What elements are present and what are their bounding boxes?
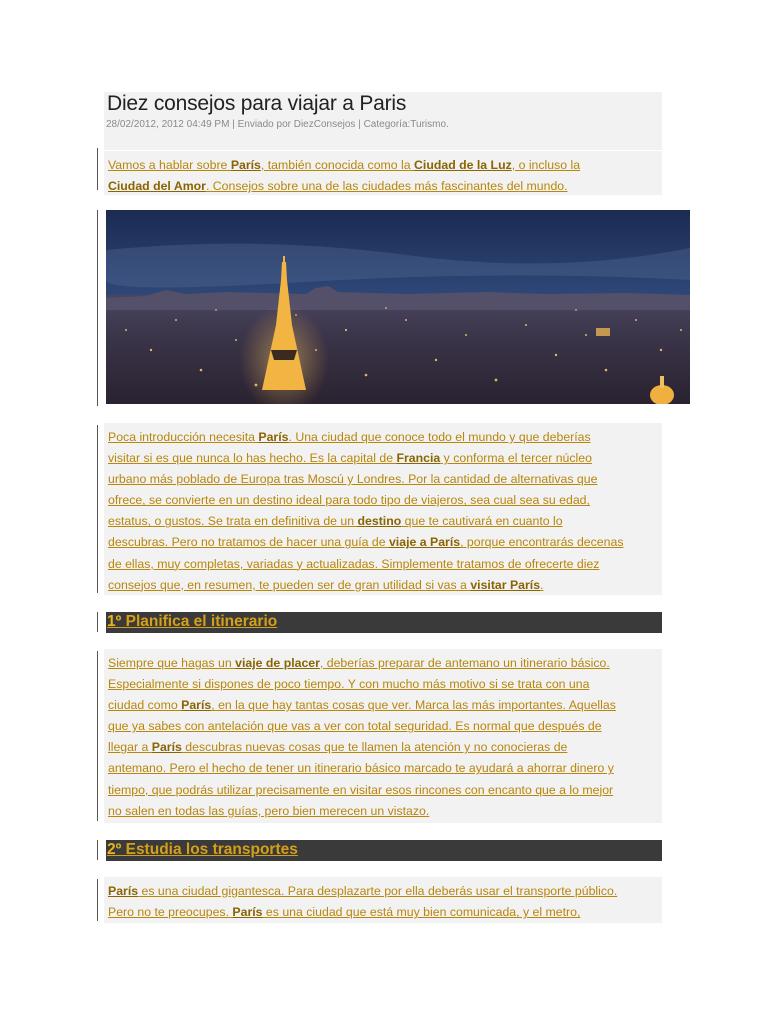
intro-paragraph[interactable]: Vamos a hablar sobre París, también conocida como la Ciudad de la Luz, o incluso la Ciudad del Amor. Consejos sobre una de las ciudades más fascinantes del mundo.	[104, 151, 662, 195]
quote-bar	[97, 879, 98, 921]
quote-bar	[97, 425, 98, 593]
image-bar	[97, 210, 98, 406]
page-title: Diez consejos para viajar a Paris	[107, 92, 407, 115]
body-paragraph-2[interactable]: Siempre que hagas un viaje de placer, deberías preparar de antemano un itinerario básico. Especialmente si dispones de poco tiempo. Y con mucho más motivo si se trata con una ciudad como París, en la que hay tantas cosas que ver. Marca las más importantes. Aquellas que ya sabes con antelación que vas a ver con total seguridad. Es normal que después de llegar a París descubras nuevas cosas que te llamen la atención y no conocieras de antemano. Pero el hecho de tener un itinerario básico marcado te ayudará a ahorrar dinero y tiempo, que podrás utilizar precisamente en visitar esos rincones con encanto que a lo mejor no salen en todas las guías, pero bien merecen un vistazo.	[104, 649, 662, 823]
quote-bar	[97, 148, 98, 190]
section-heading-2[interactable]: 2º Estudia los transportes	[106, 840, 662, 861]
body-paragraph-3[interactable]: París es una ciudad gigantesca. Para desplazarte por ella deberás usar el transporte público. Pero no te preocupes. París es una ciudad que está muy bien comunicada, y el metro,	[104, 877, 662, 923]
paris-panorama-image[interactable]	[106, 210, 690, 404]
section-bar-marker	[97, 840, 98, 860]
quote-bar	[97, 651, 98, 821]
body-paragraph-1[interactable]: Poca introducción necesita París. Una ciudad que conoce todo el mundo y que deberías visitar si es que nunca lo has hecho. Es la capital de Francia y conforma el tercer núcleo urbano más poblado de Europa tras Moscú y Londres. Por la cantidad de alternativas que ofrece, se convierte en un destino ideal para todo tipo de viajeros, sea cual sea su edad, estatus, o gustos. Se trata en definitiva de un destino que te cautivará en cuanto lo descubras. Pero no tratamos de hacer una guía de viaje a París, porque encontrarás decenas de ellas, muy completas, variadas y actualizadas. Simplemente tratamos de ofrecerte diez consejos que, en resumen, te pueden ser de gran utilidad si vas a visitar París.	[104, 423, 662, 595]
section-bar-marker	[97, 612, 98, 632]
section-heading-1[interactable]: 1º Planifica el itinerario	[106, 612, 662, 633]
article-header	[104, 92, 662, 150]
post-meta: 28/02/2012, 2012 04:49 PM | Enviado por DiezConsejos | Categoría:Turismo.	[106, 119, 449, 130]
